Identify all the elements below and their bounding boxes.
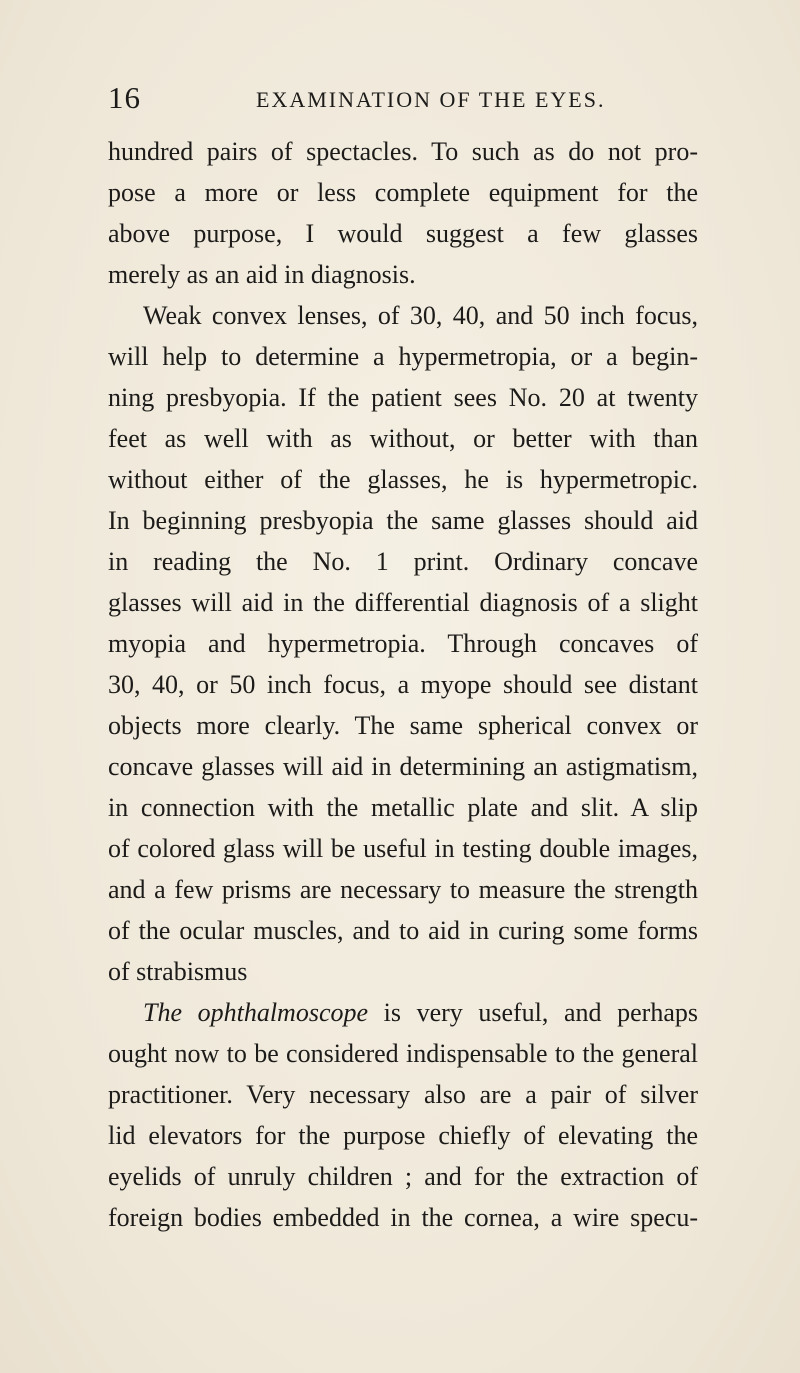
text-line: objects more clearly. The same spherical convex or	[108, 711, 698, 740]
text-line: 30, 40, or 50 inch focus, a myope should see distant	[108, 670, 698, 699]
text-line: and a few prisms are necessary to measure the strength	[108, 875, 698, 904]
text-line: In beginning presbyopia the same glasses should aid	[108, 506, 698, 535]
text-line: hundred pairs of spectacles. To such as do not pro-	[108, 137, 698, 166]
text-line: merely as an aid in diagnosis.	[108, 260, 416, 289]
text-line: feet as well with as without, or better with than	[108, 424, 698, 453]
text-line: glasses will aid in the differential diagnosis of a slight	[108, 588, 698, 617]
text-line: of the ocular muscles, and to aid in curing some forms	[108, 916, 698, 945]
text-line: ning presbyopia. If the patient sees No. 20 at twenty	[108, 383, 698, 412]
paragraph-start-line	[143, 993, 698, 1033]
text-line: myopia and hypermetropia. Through concaves of	[108, 629, 698, 658]
text-line: concave glasses will aid in determining an astigmatism,	[108, 752, 698, 781]
text-line: above purpose, I would suggest a few glasses	[108, 219, 698, 248]
text-line: ought now to be considered indispensable to the general	[108, 1039, 698, 1068]
text-line: foreign bodies embedded in the cornea, a wire specu-	[108, 1203, 698, 1232]
text-line: practitioner. Very necessary also are a pair of silver	[108, 1080, 698, 1109]
text-line: of strabismus	[108, 957, 248, 986]
page-number: 16	[108, 80, 141, 115]
text-line: will help to determine a hypermetropia, or a begin-	[108, 342, 698, 371]
italic-term-ophthalmoscope: The ophthalmoscope	[143, 998, 369, 1027]
text-line: without either of the glasses, he is hypermetropic.	[108, 465, 698, 494]
text-line: eyelids of unruly children ; and for the extraction of	[108, 1162, 698, 1191]
text-line: pose a more or less complete equipment for the	[108, 178, 698, 207]
running-title: EXAMINATION OF THE EYES.	[256, 87, 606, 112]
running-head	[108, 78, 698, 118]
text-line: of colored glass will be useful in testing double images,	[108, 834, 698, 863]
text-line: lid elevators for the purpose chiefly of elevating the	[108, 1121, 698, 1150]
paragraph-start-line: Weak convex lenses, of 30, 40, and 50 inch focus,	[143, 301, 698, 330]
text-line: in connection with the metallic plate and slit. A slip	[108, 793, 698, 822]
text-line: in reading the No. 1 print. Ordinary concave	[108, 547, 698, 576]
text-line-continuation: is very useful, and perhaps	[368, 998, 699, 1027]
body-text	[108, 132, 698, 1312]
